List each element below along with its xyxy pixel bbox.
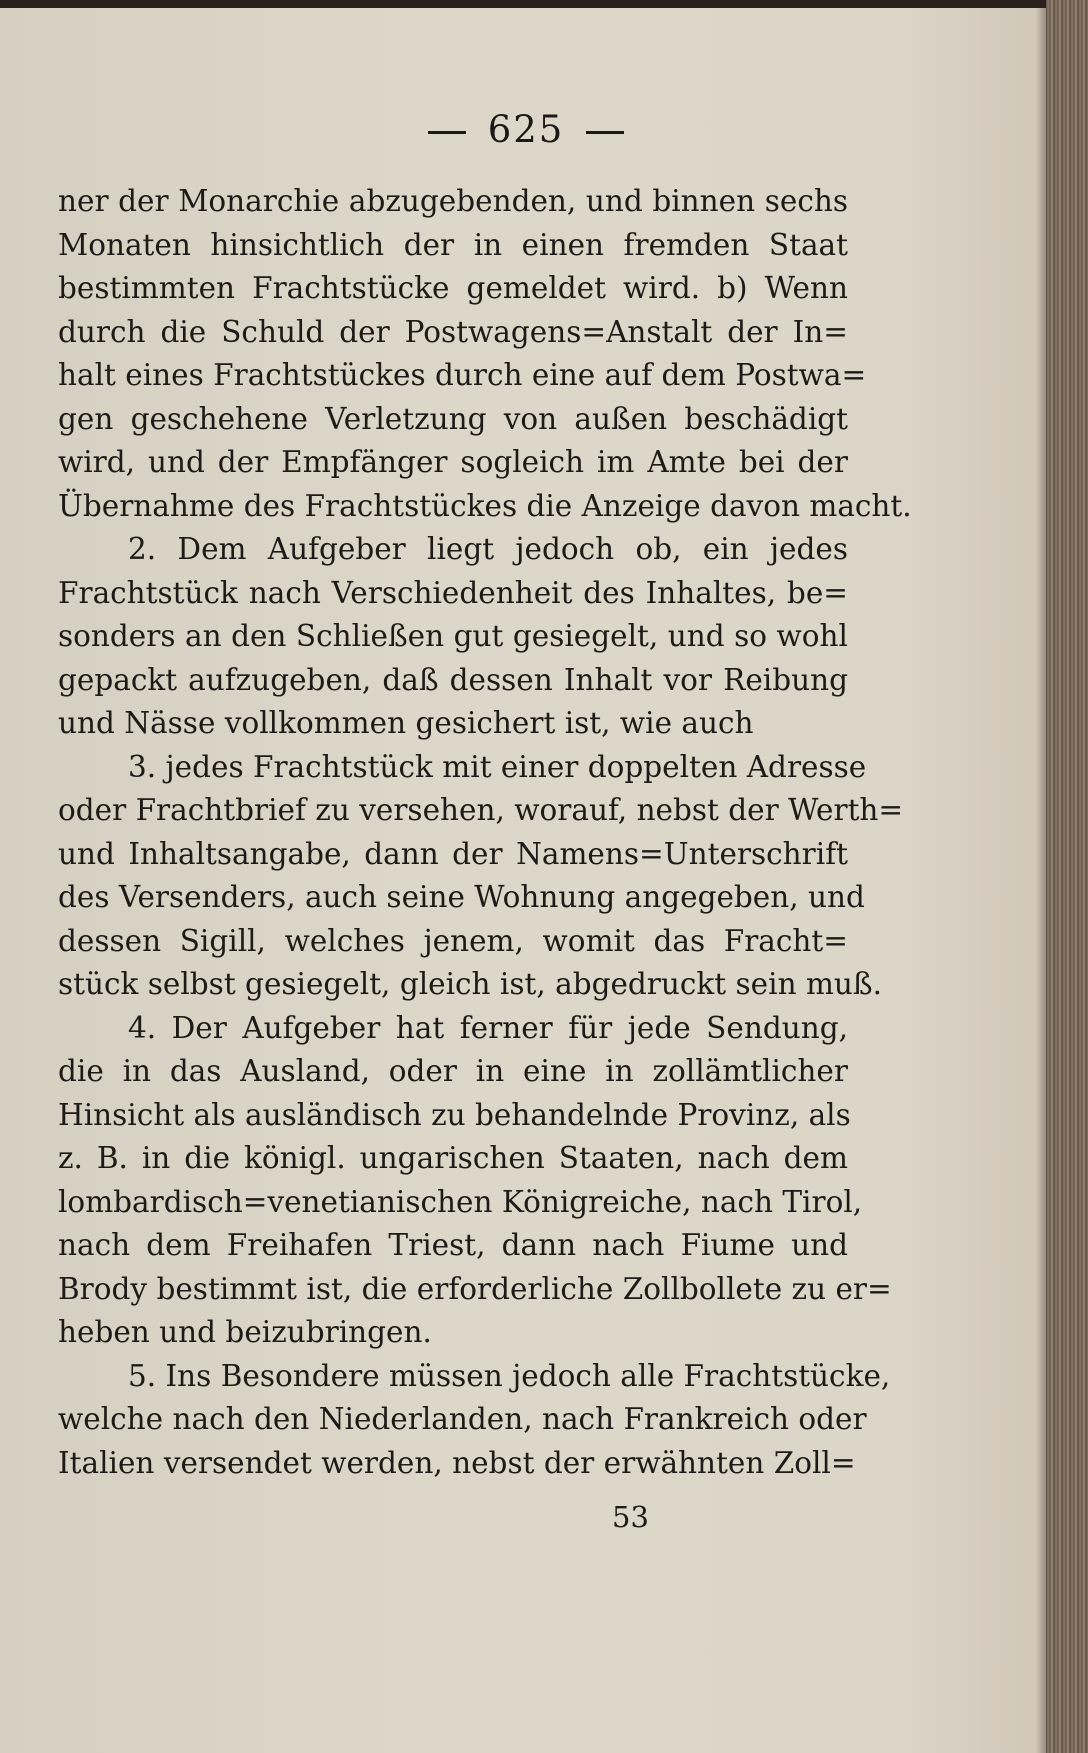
text-line: Hinsicht als ausländisch zu behandelnde Provinz, als: [58, 1097, 851, 1132]
text-line: und Nässe vollkommen gesichert ist, wie auch: [58, 706, 754, 740]
text-line: 2. Dem Aufgeber liegt jedoch ob, ein jedes: [128, 532, 848, 566]
text-line: die in das Ausland, oder in eine in zollämtlicher: [58, 1054, 848, 1088]
page-number: 625: [487, 108, 565, 151]
text-line: stück selbst gesiegelt, gleich ist, abgedruckt sein muß.: [58, 967, 882, 1001]
text-line: 5. Ins Besondere müssen jedoch alle Frachtstücke,: [128, 1358, 891, 1393]
text-line: gen geschehene Verletzung von außen beschädigt: [58, 401, 848, 436]
text-line: Brody bestimmt ist, die erforderliche Zollbollete zu er=: [58, 1271, 892, 1306]
body-text: [58, 180, 912, 1485]
book-edge: [1046, 0, 1088, 1753]
text-line: heben und beizubringen.: [58, 1315, 432, 1349]
text-line: halt eines Frachtstückes durch eine auf dem Postwa=: [58, 358, 867, 392]
text-line: durch die Schuld der Postwagens=Anstalt der In=: [58, 314, 848, 349]
text-line: sonders an den Schließen gut gesiegelt, und so wohl: [58, 619, 848, 653]
page-header: [0, 108, 1052, 151]
text-line: des Versenders, auch seine Wohnung angegeben, und: [58, 880, 865, 914]
text-line: Übernahme des Frachtstückes die Anzeige davon macht.: [58, 488, 912, 523]
text-line: z. B. in die königl. ungarischen Staaten, nach dem: [58, 1141, 848, 1175]
text-line: nach dem Freihafen Triest, dann nach Fiume und: [58, 1228, 848, 1262]
text-line: welche nach den Niederlanden, nach Frankreich oder: [58, 1402, 867, 1436]
book-page: [0, 8, 1052, 1753]
text-line: bestimmten Frachtstücke gemeldet wird. b) Wenn: [58, 271, 848, 305]
header-dash-left: [428, 131, 466, 134]
text-line: dessen Sigill, welches jenem, womit das Fracht=: [58, 923, 848, 958]
text-line: lombardisch=venetianischen Königreiche, nach Tirol,: [58, 1184, 863, 1219]
text-line: ner der Monarchie abzugebenden, und binnen sechs: [58, 184, 848, 218]
text-line: 4. Der Aufgeber hat ferner für jede Sendung,: [128, 1010, 848, 1045]
text-line: Monaten hinsichtlich der in einen fremden Staat: [58, 227, 848, 262]
signature-mark: 53: [612, 1500, 649, 1534]
text-line: gepackt aufzugeben, daß dessen Inhalt vor Reibung: [58, 662, 848, 697]
text-line: und Inhaltsangabe, dann der Namens=Unterschrift: [58, 836, 848, 871]
text-line: Italien versendet werden, nebst der erwähnten Zoll=: [58, 1445, 856, 1480]
text-line: oder Frachtbrief zu versehen, worauf, nebst der Werth=: [58, 793, 904, 827]
text-line: 3. jedes Frachtstück mit einer doppelten Adresse: [128, 749, 867, 784]
text-line: wird, und der Empfänger sogleich im Amte bei der: [58, 445, 848, 479]
header-dash-right: [586, 131, 624, 134]
text-line: Frachtstück nach Verschiedenheit des Inhaltes, be=: [58, 575, 848, 610]
